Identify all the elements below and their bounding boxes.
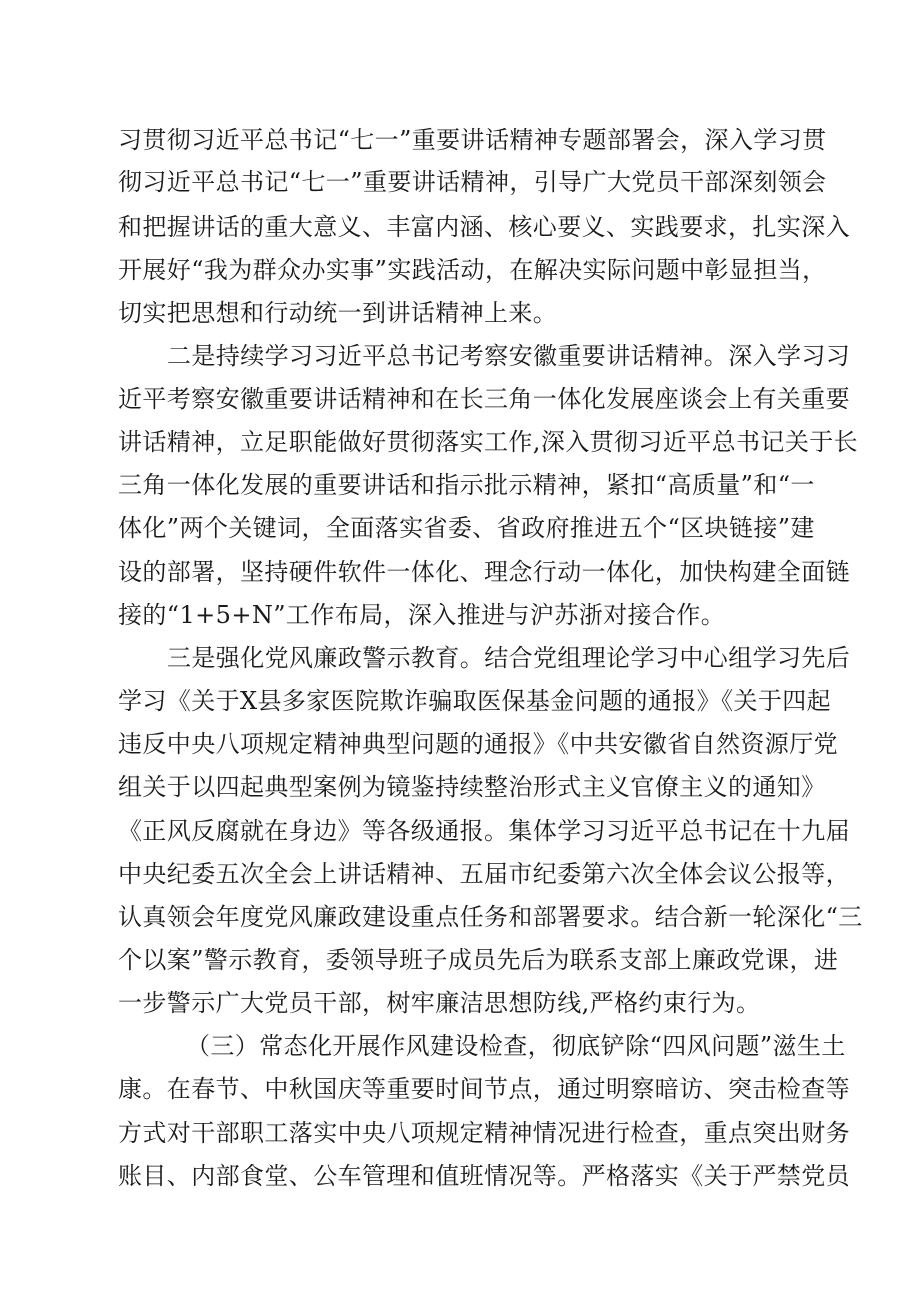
text-line: 接的“1+5+N”工作布局，深入推进与沪苏浙对接合作。	[118, 601, 726, 629]
text-line: 组关于以四起典型案例为镜鉴持续整治形式主义官僚主义的通知》	[118, 773, 826, 801]
text-line: 认真领会年度党风廉政建设重点任务和部署要求。结合新一轮深化“三	[118, 903, 863, 931]
text-line: 账目、内部食堂、公车管理和值班情况等。严格落实《关于严禁党员	[118, 1162, 850, 1190]
text-line: 体化”两个关键词，全面落实省委、省政府推进五个“区块链接”建	[118, 514, 815, 542]
text-line: 切实把思想和行动统一到讲话精神上来。	[118, 299, 558, 327]
text-line: 方式对干部职工落实中央八项规定精神情况进行检查，重点突出财务	[118, 1119, 850, 1147]
text-line: 和把握讲话的重大意义、丰富内涵、核心要义、实践要求，扎实深入	[118, 213, 850, 241]
text-line: 近平考察安徽重要讲话精神和在长三角一体化发展座谈会上有关重要	[118, 385, 850, 413]
text-line: （三）常态化开展作风建设检查，彻底铲除“四风问题”滋生土	[186, 1032, 846, 1060]
text-line: 三角一体化发展的重要讲话和指示批示精神，紧扣“高质量”和“一	[118, 471, 815, 499]
text-line: 康。在春节、中秋国庆等重要时间节点，通过明察暗访、突击检查等	[118, 1075, 850, 1103]
text-line: 设的部署，坚持硬件软件一体化、理念行动一体化，加快构建全面链	[118, 558, 850, 586]
text-line: 中央纪委五次全会上讲话精神、五届市纪委第六次全体会议公报等，	[118, 860, 850, 888]
text-line: 习贯彻习近平总书记“七一”重要讲话精神专题部署会，深入学习贯	[118, 126, 827, 154]
text-line: 一步警示广大党员干部，树牢廉洁思想防线,严格约束行为。	[118, 989, 761, 1017]
text-line: 彻习近平总书记“七一”重要讲话精神，引导广大党员干部深刻领会	[118, 168, 827, 196]
text-line: 违反中央八项规定精神典型问题的通报》《中共安徽省自然资源厅党	[118, 730, 838, 758]
text-line: 个以案”警示教育，委领导班子成员先后为联系支部上廉政党课，进	[118, 946, 839, 974]
text-line: 讲话精神，立足职能做好贯彻落实工作,深入贯彻习近平总书记关于长	[118, 428, 859, 456]
text-line: 学习《关于X县多家医院欺诈骗取医保基金问题的通报》《关于四起	[118, 687, 832, 715]
text-line: 《正风反腐就在身边》等各级通报。集体学习习近平总书记在十九届	[118, 817, 850, 845]
text-line: 二是持续学习习近平总书记考察安徽重要讲话精神。深入学习习	[167, 342, 851, 370]
text-line: 三是强化党风廉政警示教育。结合党组理论学习中心组学习先后	[167, 644, 851, 672]
text-line: 开展好“我为群众办实事”实践活动，在解决实际问题中彰显担当，	[118, 256, 827, 284]
